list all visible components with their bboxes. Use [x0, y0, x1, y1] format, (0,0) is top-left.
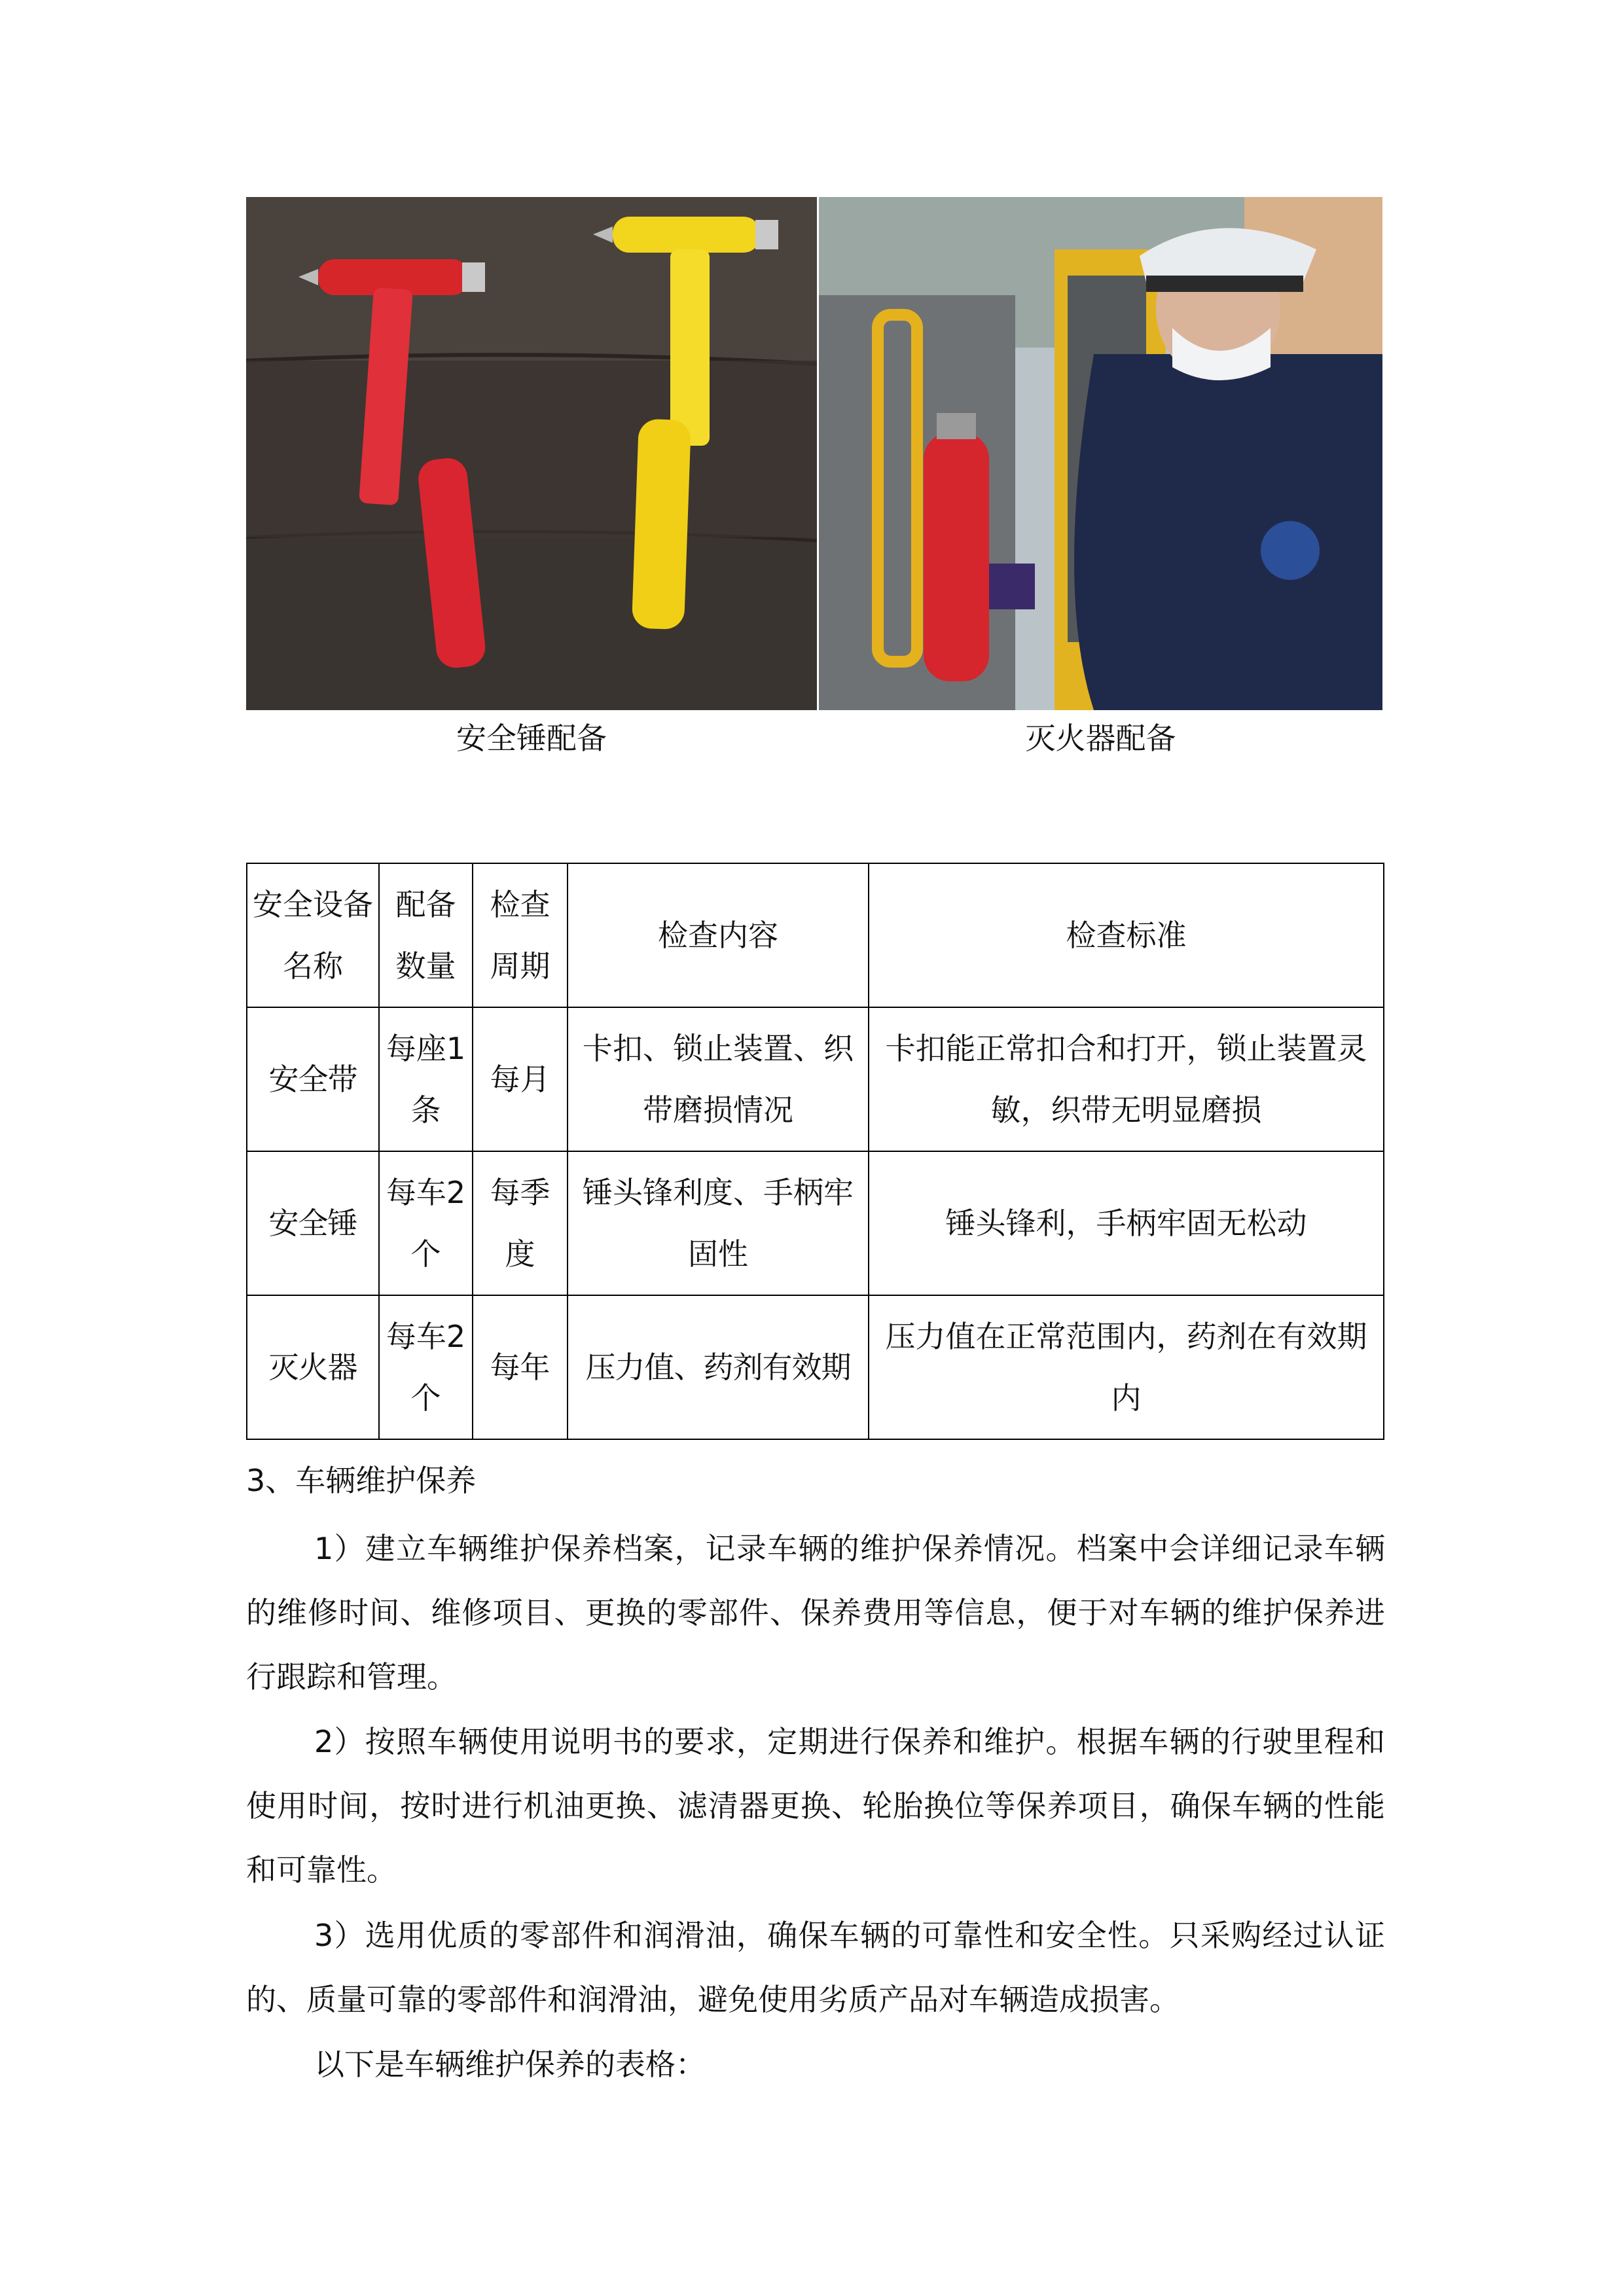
- paragraph: 3）选用优质的零部件和润滑油，确保车辆的可靠性和安全性。只采购经过认证的、质量可靠的零部件和润滑油，避免使用劣质产品对车辆造成损害。: [246, 1918, 1385, 2017]
- safety-equipment-table: [246, 863, 1384, 1440]
- header-cell: 检查标准: [869, 863, 1384, 1007]
- table-cell: 卡扣能正常扣合和打开，锁止装置灵敏，织带无明显磨损: [869, 1007, 1384, 1151]
- table-cell: 锤头锋利，手柄牢固无松动: [869, 1151, 1384, 1295]
- table-row: [247, 1151, 1384, 1295]
- fire-extinguisher-caption: 灭火器配备: [1025, 721, 1176, 756]
- table-cell: 每车2个: [379, 1295, 473, 1439]
- table-header-row: [247, 863, 1384, 1007]
- header-cell: 安全设备名称: [247, 863, 379, 1007]
- header-cell: 配备数量: [379, 863, 473, 1007]
- table-cell: 灭火器: [247, 1295, 379, 1439]
- table-cell: 压力值、药剂有效期: [568, 1295, 869, 1439]
- table-cell: 每座1条: [379, 1007, 473, 1151]
- table-cell: 卡扣、锁止装置、织带磨损情况: [568, 1007, 869, 1151]
- table-row: [247, 1295, 1384, 1439]
- table-cell: 每季度: [473, 1151, 568, 1295]
- table-cell: 压力值在正常范围内，药剂在有效期内: [869, 1295, 1384, 1439]
- table-cell: 每年: [473, 1295, 568, 1439]
- table-cell: 安全带: [247, 1007, 379, 1151]
- paragraph: 以下是车辆维护保养的表格：: [314, 2047, 706, 2082]
- table-cell: 每车2个: [379, 1151, 473, 1295]
- paragraph: 1）建立车辆维护保养档案，记录车辆的维护保养情况。档案中会详细记录车辆的维修时间、维修项目、更换的零部件、保养费用等信息，便于对车辆的维护保养进行跟踪和管理。: [246, 1531, 1385, 1695]
- safety-hammer-photo: [246, 197, 817, 710]
- table-cell: 每月: [473, 1007, 568, 1151]
- section-title: 3、车辆维护保养: [246, 1463, 477, 1498]
- fire-extinguisher-photo: [819, 197, 1382, 710]
- header-cell: 检查周期: [473, 863, 568, 1007]
- header-cell: 检查内容: [568, 863, 869, 1007]
- table-cell: 锤头锋利度、手柄牢固性: [568, 1151, 869, 1295]
- paragraph: 2）按照车辆使用说明书的要求，定期进行保养和维护。根据车辆的行驶里程和使用时间，按时进行机油更换、滤清器更换、轮胎换位等保养项目，确保车辆的性能和可靠性。: [246, 1724, 1385, 1888]
- table-row: [247, 1007, 1384, 1151]
- safety-hammer-caption: 安全锤配备: [456, 721, 607, 756]
- table-cell: 安全锤: [247, 1151, 379, 1295]
